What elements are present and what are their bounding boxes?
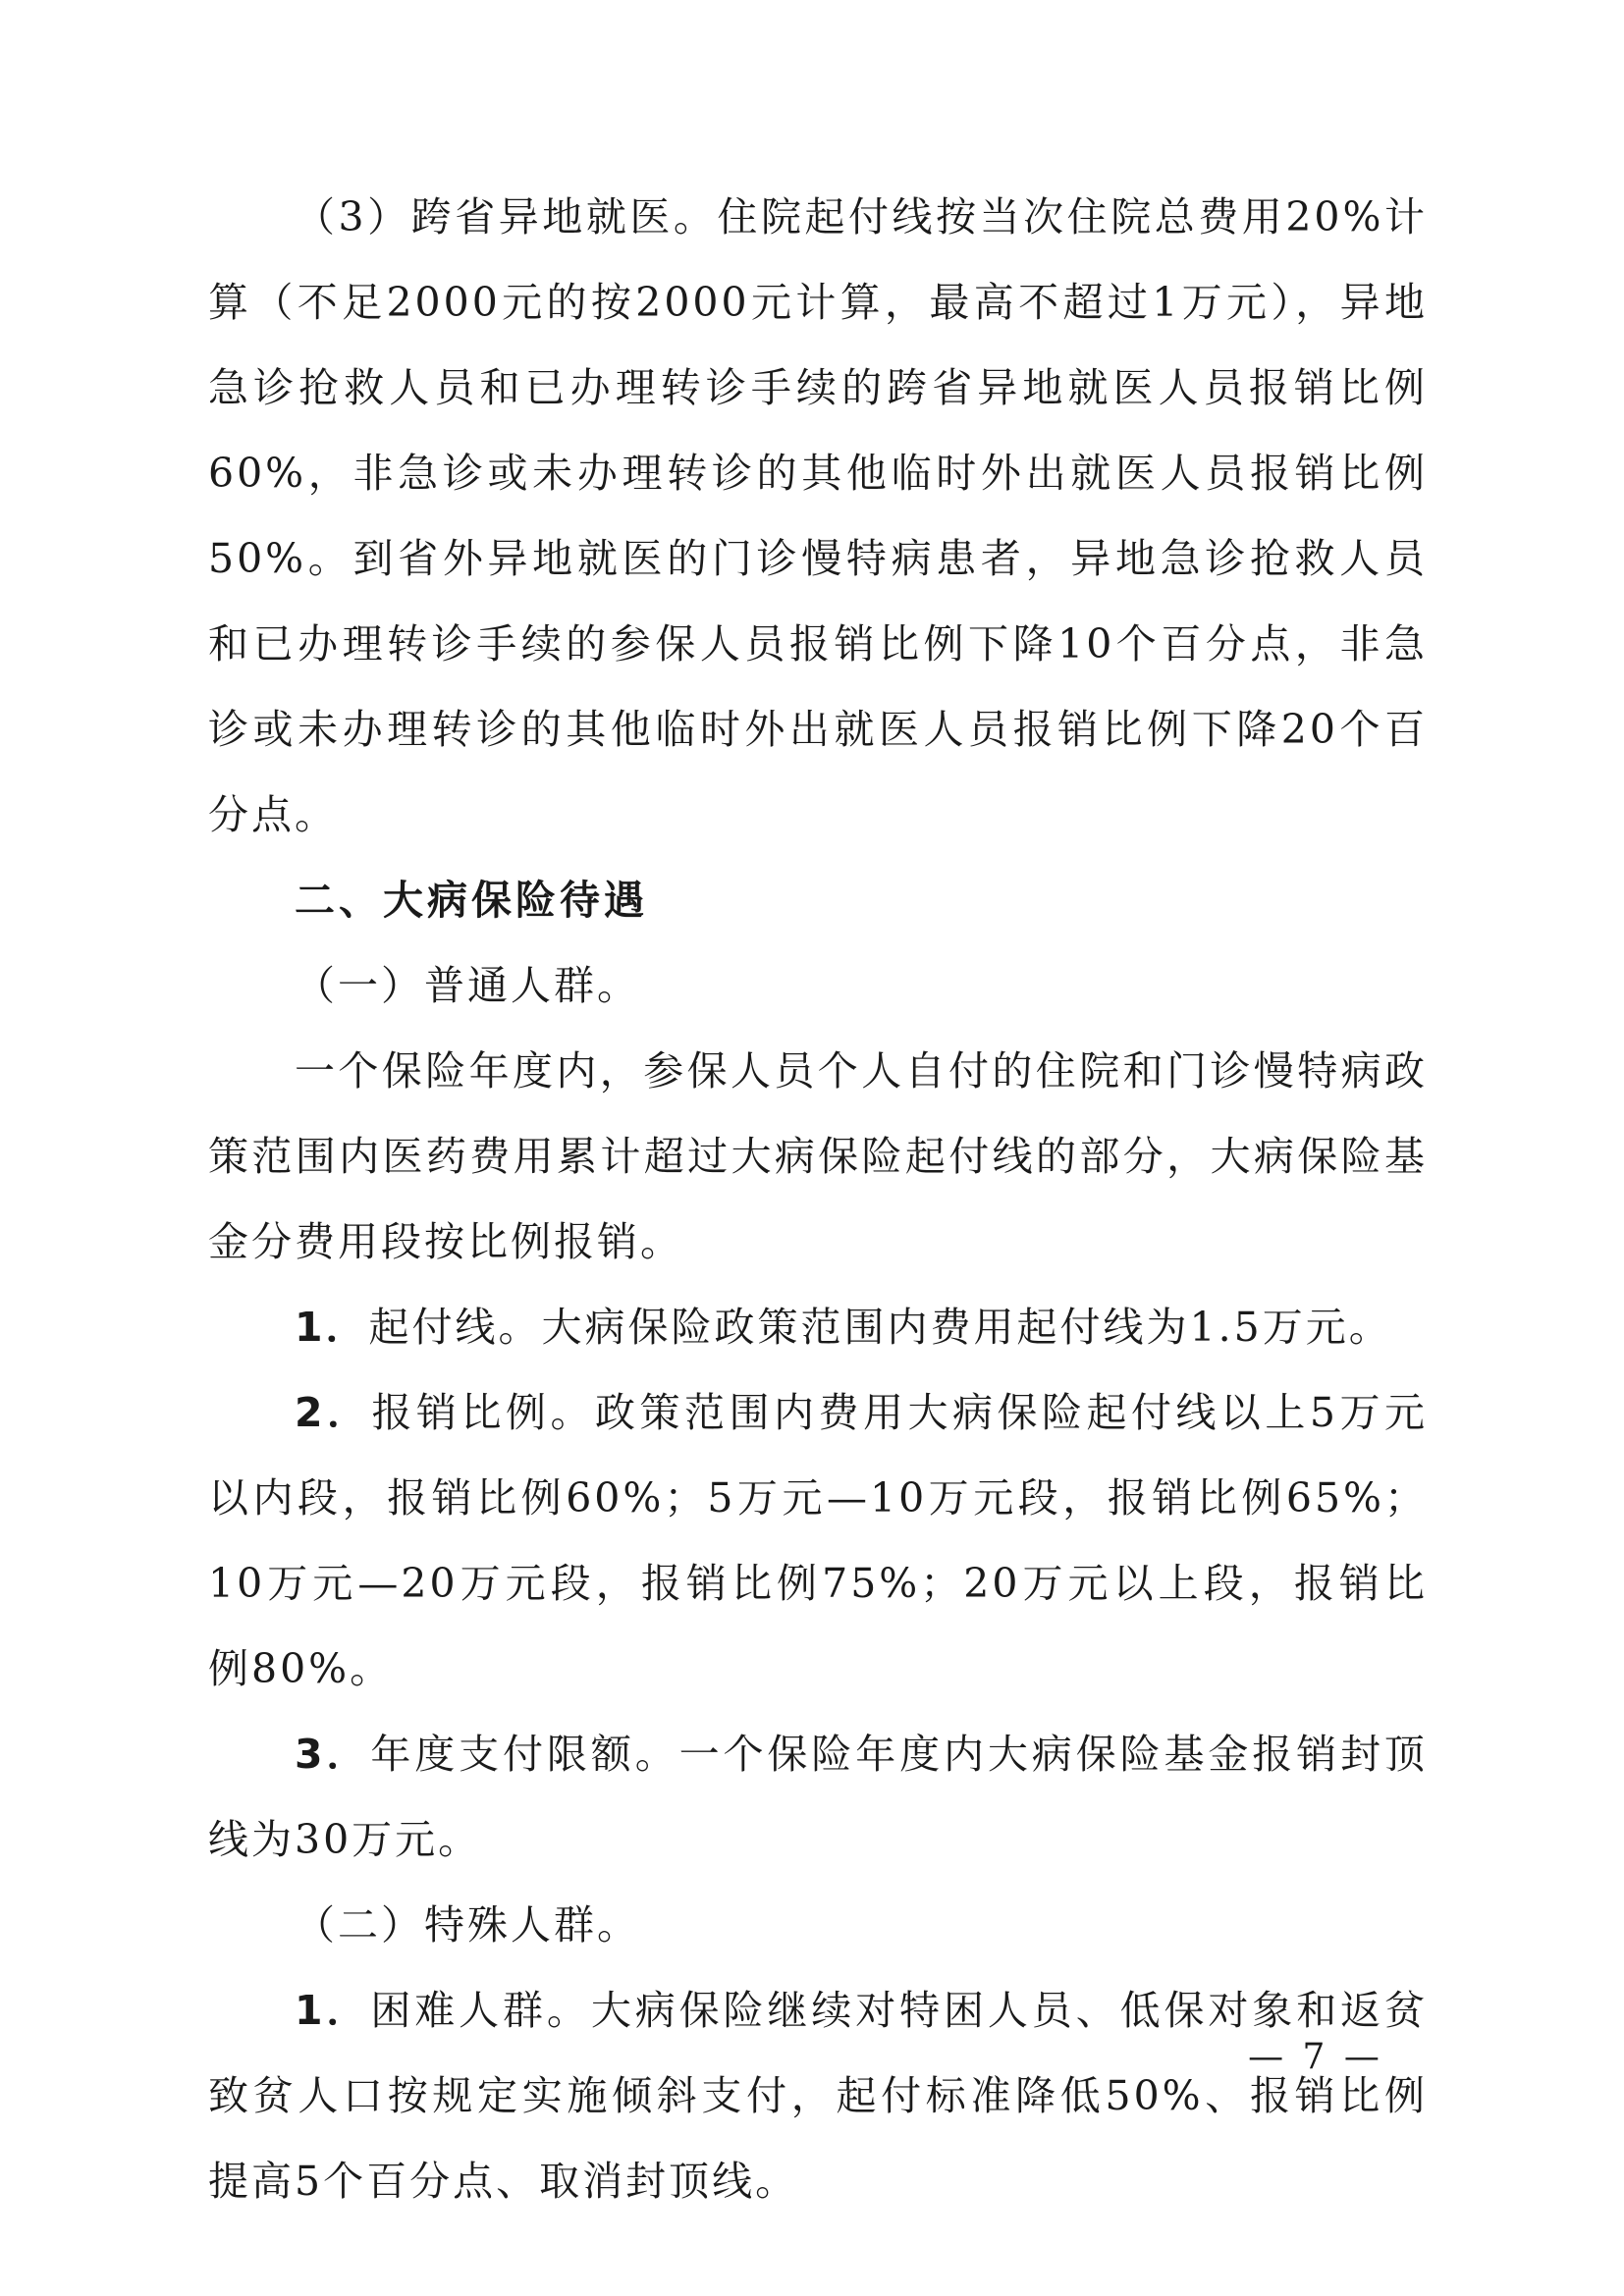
item-text: 困难人群。大病保险继续对特困人员、低保对象和返贫致贫人口按规定实施倾斜支付，起付标准降低50%、报销比例提高5个百分点、取消封顶线。 [208, 1987, 1428, 2205]
item-number: 1． [295, 1987, 371, 2034]
item-hardship-group [208, 1968, 1428, 2224]
item-text: 年度支付限额。一个保险年度内大病保险基金报销封顶线为30万元。 [208, 1731, 1428, 1863]
item-threshold [208, 1285, 1428, 1370]
item-number: 1． [295, 1304, 369, 1351]
paragraph-general-intro: 一个保险年度内，参保人员个人自付的住院和门诊慢特病政策范围内医药费用累计超过大病保险起付线的部分，大病保险基金分费用段按比例报销。 [208, 1047, 1428, 1265]
subheading-special-group: （二）特殊人群。 [295, 1901, 640, 1949]
item-text: 起付线。大病保险政策范围内费用起付线为1.5万元。 [368, 1304, 1392, 1351]
item-text: 报销比例。政策范围内费用大病保险起付线以上5万元以内段，报销比例60%；5万元—10万元段，报销比例65%；10万元—20万元段，报销比例75%；20万元以上段，报销比例80%。 [208, 1389, 1428, 1692]
page-number: — 7 — [1248, 2037, 1383, 2077]
body-text [208, 175, 1428, 2224]
paragraph-cross-province: （3）跨省异地就医。住院起付线按当次住院总费用20%计算（不足2000元的按2000元计算，最高不超过1万元），异地急诊抢救人员和已办理转诊手续的跨省异地就医人员报销比例60%，非急诊或未办理转诊的其他临时外出就医人员报销比例50%。到省外异地就医的门诊慢特病患者，异地急诊抢救人员和已办理转诊手续的参保人员报销比例下降10个百分点，非急诊或未办理转诊的其他临时外出就医人员报销比例下降20个百分点。 [208, 193, 1428, 838]
item-reimbursement-ratio [208, 1370, 1428, 1712]
item-number: 2． [295, 1389, 372, 1436]
section-heading: 二、大病保险待遇 [295, 877, 648, 924]
subheading-general-group: （一）普通人群。 [295, 962, 640, 1009]
item-number: 3． [295, 1731, 371, 1778]
item-annual-limit [208, 1712, 1428, 1883]
